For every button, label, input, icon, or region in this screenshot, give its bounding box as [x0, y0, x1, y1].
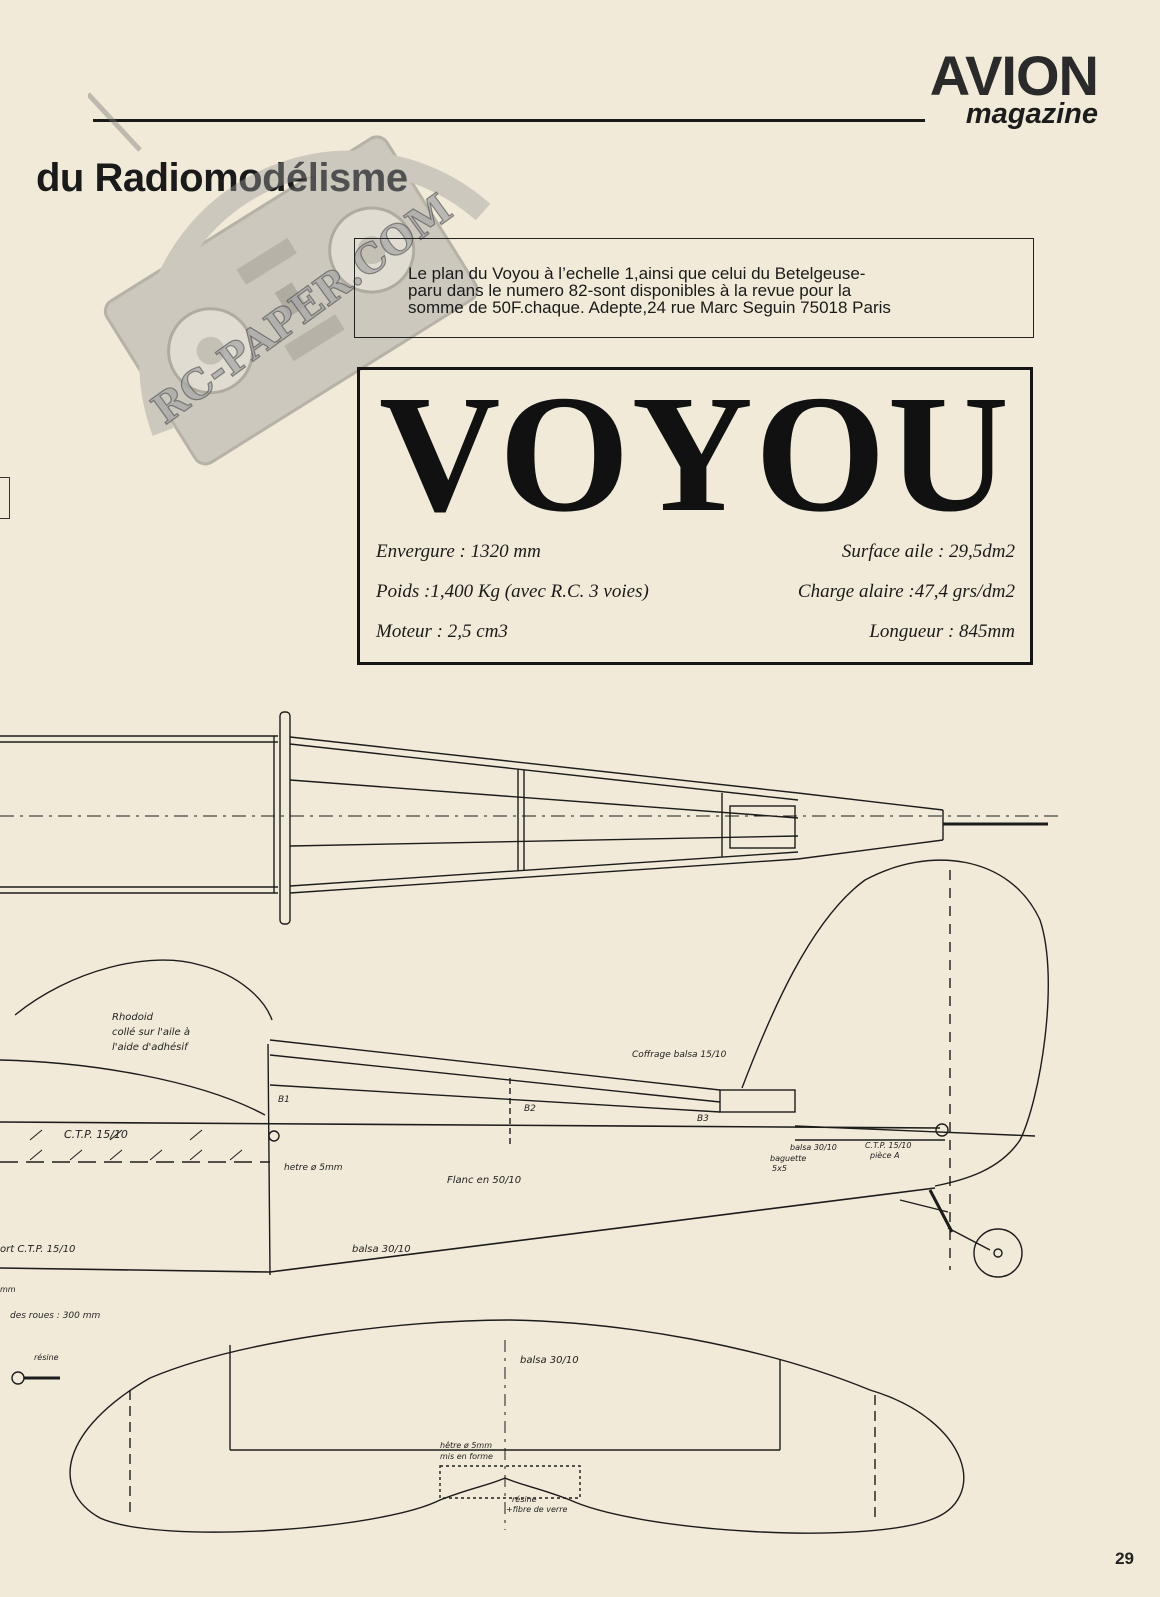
label-hetre: hetre ø 5mm	[284, 1163, 343, 1173]
label-rhodoid: collé sur l'aile à	[112, 1027, 191, 1038]
section-title: du Radiomodélisme	[36, 156, 408, 200]
label-balsa-small: balsa 30/10	[790, 1143, 837, 1152]
spec-moteur: Moteur : 2,5 cm3	[376, 621, 508, 642]
fuselage-top-view	[0, 712, 1060, 924]
watermark-text: RC-PAPER.COM	[143, 184, 461, 434]
label-balsa: balsa 30/10	[352, 1244, 411, 1255]
label-mm: mm	[0, 1285, 16, 1294]
label-ctp-piece: C.T.P. 15/10	[865, 1141, 912, 1150]
spec-longueur: Longueur : 845mm	[869, 621, 1015, 642]
label-rhodoid: l'aide d'adhésif	[112, 1042, 188, 1053]
page-number: 29	[1115, 1549, 1134, 1568]
label-b3: B3	[697, 1114, 709, 1124]
notice-line: somme de 50F.chaque. Adepte,24 rue Marc Seguin 75018 Paris	[408, 298, 891, 317]
wing-planform	[12, 1320, 964, 1533]
label-resine-fibre: +fibre de verre	[506, 1505, 568, 1514]
label-baguette: baguette	[770, 1154, 807, 1163]
availability-notice	[354, 238, 1034, 338]
notice-line: Le plan du Voyou à l’echelle 1,ainsi que celui du Betelgeuse-	[408, 264, 866, 283]
margin-mark	[0, 477, 10, 519]
label-renfort: ort C.T.P. 15/10	[0, 1244, 76, 1255]
logo-title: AVION	[929, 44, 1098, 107]
spec-charge: Charge alaire :47,4 grs/dm2	[797, 581, 1015, 602]
magazine-logo	[929, 44, 1098, 130]
fuselage-side-view	[0, 860, 1048, 1277]
label-ctp: C.T.P. 15/10	[64, 1128, 128, 1141]
label-b2: B2	[524, 1104, 536, 1114]
label-baguette: 5x5	[772, 1164, 787, 1173]
plan-drawing	[0, 690, 1160, 1540]
label-hetre-forme: hêtre ø 5mm	[440, 1441, 492, 1450]
label-flanc: Flanc en 50/10	[447, 1175, 522, 1186]
label-hetre-forme: mis en forme	[440, 1452, 493, 1461]
spec-envergure: Envergure : 1320 mm	[376, 541, 541, 562]
model-name: VOYOU	[379, 361, 1011, 547]
label-b1: B1	[278, 1095, 290, 1105]
logo-subtitle: magazine	[965, 98, 1098, 130]
label-rhodoid: Rhodoid	[112, 1012, 153, 1023]
notice-text	[408, 265, 998, 316]
notice-line: paru dans le numero 82-sont disponibles à la revue pour la	[408, 281, 852, 300]
label-resine-fibre: résine	[512, 1495, 537, 1504]
spec-surface: Surface aile : 29,5dm2	[841, 541, 1015, 562]
model-title-box	[357, 361, 1033, 665]
label-coffrage: Coffrage balsa 15/10	[632, 1050, 727, 1060]
label-resine: résine	[34, 1353, 59, 1362]
label-roues: des roues : 300 mm	[10, 1311, 101, 1321]
label-wing-balsa: balsa 30/10	[520, 1355, 579, 1366]
spec-poids: Poids :1,400 Kg (avec R.C. 3 voies)	[376, 581, 649, 602]
label-ctp-piece: pièce A	[870, 1151, 900, 1160]
